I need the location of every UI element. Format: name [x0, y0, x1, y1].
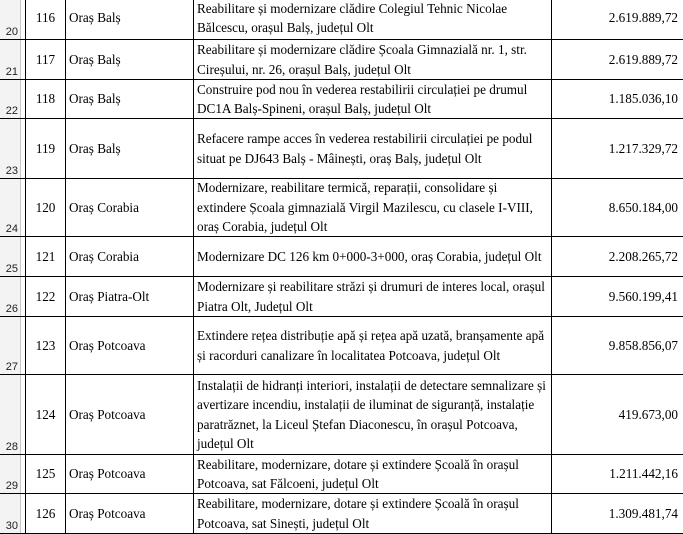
table-row[interactable]	[0, 237, 683, 277]
cell-valoare[interactable]: 9.858.856,07	[551, 317, 683, 374]
cell-nr[interactable]: 125	[25, 455, 65, 493]
cell-localitate[interactable]: Oraș Piatra-Olt	[65, 277, 193, 316]
cell-nr[interactable]: 118	[25, 80, 65, 118]
cell-valoare[interactable]: 8.650.184,00	[551, 179, 683, 236]
cell-valoare[interactable]: 1.217.329,72	[551, 119, 683, 178]
cell-localitate[interactable]: Oraș Corabia	[65, 237, 193, 276]
cell-descriere[interactable]: Reabilitare și modernizare clădire Colegiul Tehnic Nicolae Bălcescu, orașul Balș, județul Olt	[193, 0, 551, 39]
cell-descriere[interactable]: Instalații de hidranți interiori, instalații de detectare semnalizare și avertizare incendiu, instalații de iluminat de siguranță, instalație paratrăznet, la Liceul Ștefan Diaconescu, în orașul Potcoava, județul Olt	[193, 375, 551, 454]
cell-descriere[interactable]: Reabilitare și modernizare clădire Școala Gimnazială nr. 1, str. Cireșului, nr. 26, orașul Balș, județul Olt	[193, 40, 551, 79]
cell-descriere[interactable]: Construire pod nou în vederea restabilirii circulației pe drumul DC1A Balș-Spineni, orașul Balș, județul Olt	[193, 80, 551, 118]
table-row[interactable]	[0, 80, 683, 119]
row-header[interactable]: 25	[0, 237, 21, 276]
row-header[interactable]: 27	[0, 317, 21, 374]
table-row[interactable]	[0, 375, 683, 455]
cell-nr[interactable]: 121	[25, 237, 65, 276]
row-header[interactable]: 23	[0, 119, 21, 178]
table-row[interactable]	[0, 494, 683, 534]
cell-valoare[interactable]: 1.185.036,10	[551, 80, 683, 118]
cell-descriere[interactable]: Modernizare, reabilitare termică, reparații, consolidare și extindere Școala gimnazială Virgil Mazilescu, cu clasele I-VIII, oraș Corabia, județul Olt	[193, 179, 551, 236]
table-row[interactable]	[0, 119, 683, 179]
cell-localitate[interactable]: Oraș Balș	[65, 80, 193, 118]
cell-valoare[interactable]: 2.619.889,72	[551, 0, 683, 39]
table-row[interactable]	[0, 277, 683, 317]
row-header[interactable]: 24	[0, 179, 21, 236]
row-header[interactable]: 26	[0, 277, 21, 316]
cell-valoare[interactable]: 2.619.889,72	[551, 40, 683, 79]
cell-valoare[interactable]: 9.560.199,41	[551, 277, 683, 316]
row-header[interactable]: 29	[0, 455, 21, 493]
cell-descriere[interactable]: Refacere rampe acces în vederea restabilirii circulației pe podul situat pe DJ643 Balș - Mâinești, oraș Balș, județul Olt	[193, 119, 551, 178]
cell-valoare[interactable]: 1.309.481,74	[551, 494, 683, 533]
cell-nr[interactable]: 119	[25, 119, 65, 178]
cell-nr[interactable]: 123	[25, 317, 65, 374]
cell-valoare[interactable]: 1.211.442,16	[551, 455, 683, 493]
table-row[interactable]	[0, 317, 683, 375]
cell-nr[interactable]: 120	[25, 179, 65, 236]
cell-localitate[interactable]: Oraș Balș	[65, 0, 193, 39]
cell-nr[interactable]: 117	[25, 40, 65, 79]
cell-localitate[interactable]: Oraș Potcoava	[65, 375, 193, 454]
table-row[interactable]	[0, 455, 683, 494]
cell-nr[interactable]: 124	[25, 375, 65, 454]
table-row[interactable]	[0, 179, 683, 237]
cell-descriere[interactable]: Extindere rețea distribuție apă și rețea apă uzată, branșamente apă și racorduri canalizare în localitatea Potcoava, județul Olt	[193, 317, 551, 374]
cell-descriere[interactable]: Modernizare și reabilitare străzi și drumuri de interes local, orașul Piatra Olt, Județul Olt	[193, 277, 551, 316]
cell-localitate[interactable]: Oraș Corabia	[65, 179, 193, 236]
cell-localitate[interactable]: Oraș Potcoava	[65, 317, 193, 374]
cell-localitate[interactable]: Oraș Potcoava	[65, 455, 193, 493]
cell-descriere[interactable]: Reabilitare, modernizare, dotare și extindere Școală în orașul Potcoava, sat Sinești, județul Olt	[193, 494, 551, 533]
cell-localitate[interactable]: Oraș Balș	[65, 40, 193, 79]
table-row[interactable]	[0, 40, 683, 80]
cell-localitate[interactable]: Oraș Potcoava	[65, 494, 193, 533]
cell-valoare[interactable]: 419.673,00	[551, 375, 683, 454]
cell-nr[interactable]: 126	[25, 494, 65, 533]
cell-nr[interactable]: 122	[25, 277, 65, 316]
row-header[interactable]: 21	[0, 40, 21, 79]
row-header[interactable]: 22	[0, 80, 21, 118]
row-header[interactable]: 20	[0, 0, 21, 39]
cell-descriere[interactable]: Modernizare DC 126 km 0+000-3+000, oraș Corabia, județul Olt	[193, 237, 551, 276]
row-header[interactable]: 30	[0, 494, 21, 533]
row-header[interactable]: 28	[0, 375, 21, 454]
cell-nr[interactable]: 116	[25, 0, 65, 39]
cell-valoare[interactable]: 2.208.265,72	[551, 237, 683, 276]
cell-descriere[interactable]: Reabilitare, modernizare, dotare și extindere Școală în orașul Potcoava, sat Fălcoeni, județul Olt	[193, 455, 551, 493]
cell-localitate[interactable]: Oraș Balș	[65, 119, 193, 178]
table-row[interactable]	[0, 0, 683, 40]
